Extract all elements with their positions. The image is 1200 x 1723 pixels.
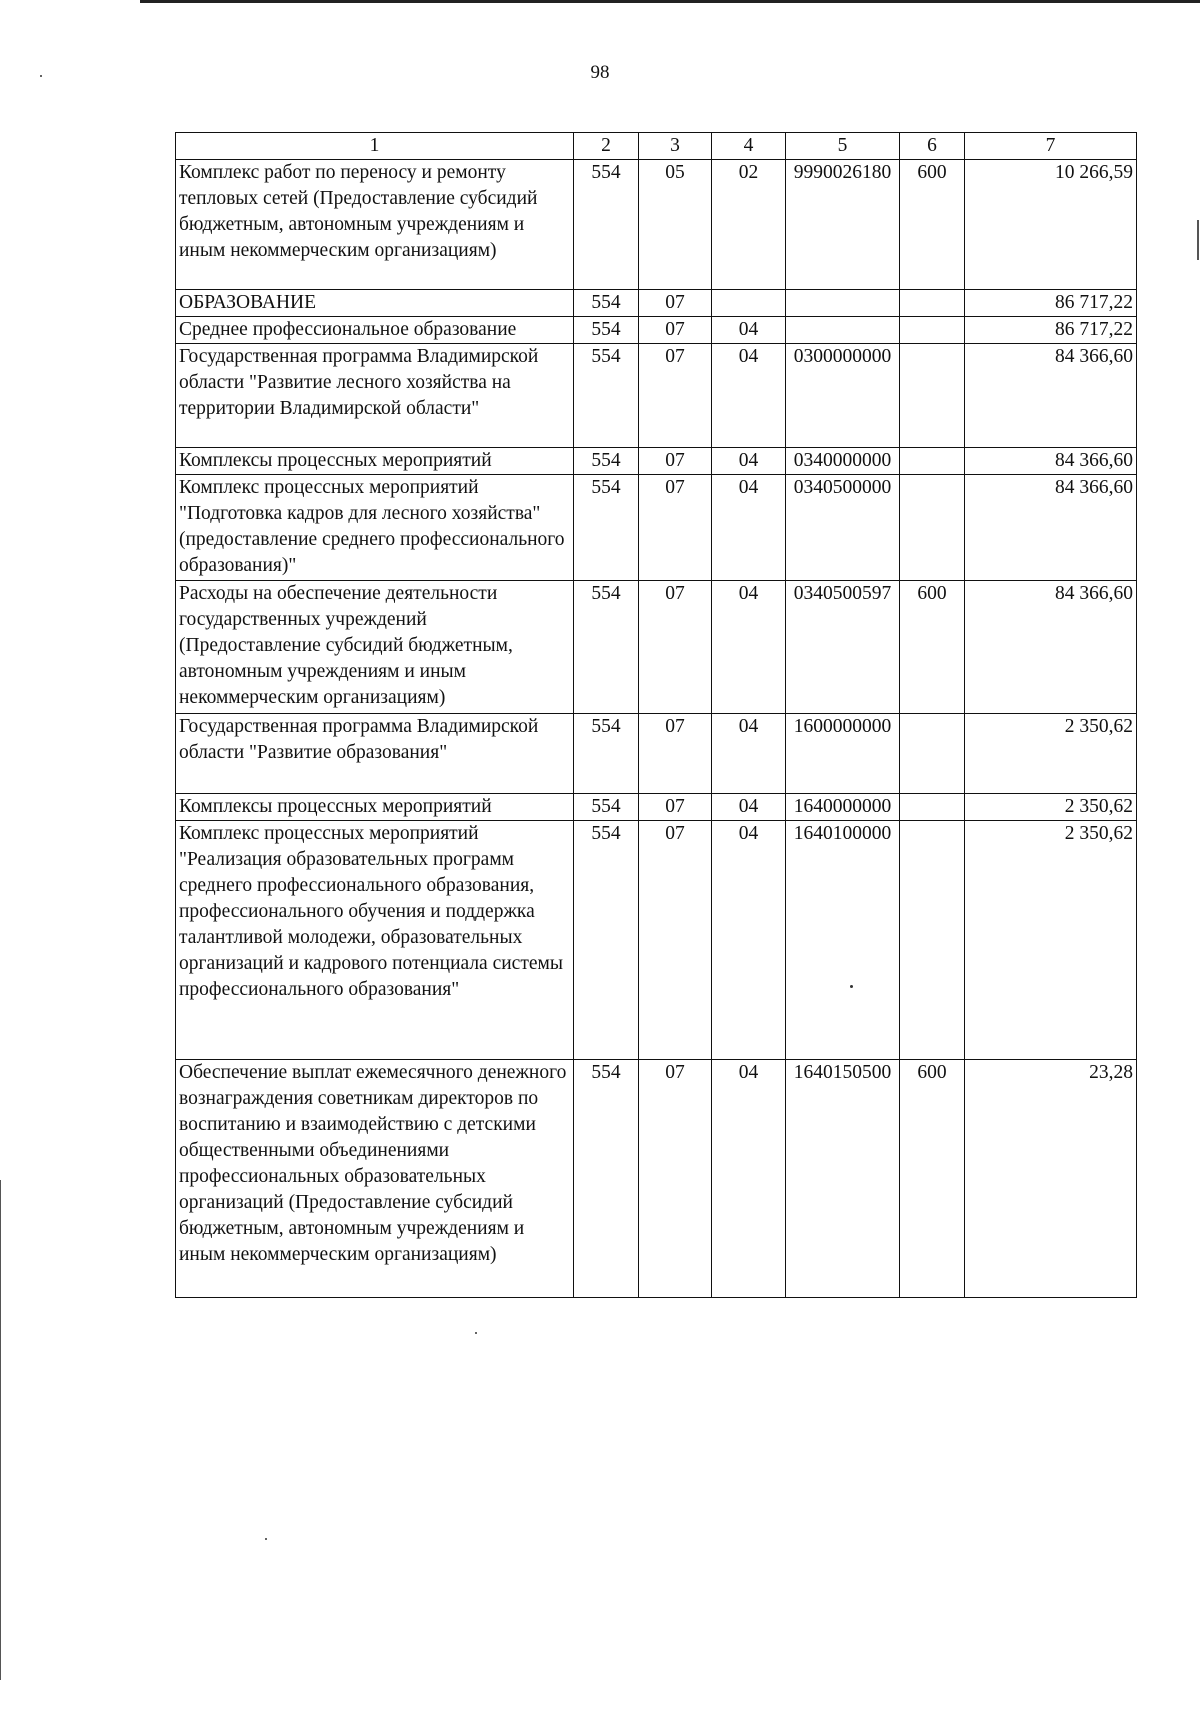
table-row bbox=[176, 1060, 1137, 1298]
header-col-3: 3 bbox=[639, 133, 712, 160]
row-name: Расходы на обеспечение деятельности государственных учреждений (Предоставление субсидий бюджетным, автономным учреждениям и иным некоммерческим организациям) bbox=[176, 581, 574, 714]
row-name: Комплекс работ по переносу и ремонту тепловых сетей (Предоставление субсидий бюджетным, автономным учреждениям и иным некоммерческим организациям) bbox=[176, 160, 574, 290]
header-col-6: 6 bbox=[900, 133, 965, 160]
scan-speck bbox=[475, 1332, 477, 1334]
scan-speck bbox=[850, 985, 853, 988]
row-csr: 1640000000 bbox=[786, 794, 900, 821]
row-csr: 1600000000 bbox=[786, 714, 900, 794]
row-pr: 04 bbox=[712, 475, 786, 581]
row-pr: 04 bbox=[712, 714, 786, 794]
row-grbs: 554 bbox=[574, 448, 639, 475]
row-name: Комплекс процессных мероприятий "Реализация образовательных программ среднего профессионального образования, профессионального обучения и поддержка талантливой молодежи, образовательных организаций и кадрового потенциала системы профессионального образования" bbox=[176, 821, 574, 1060]
row-rz: 07 bbox=[639, 1060, 712, 1298]
row-grbs: 554 bbox=[574, 317, 639, 344]
row-csr: 0340500597 bbox=[786, 581, 900, 714]
page-number: 98 bbox=[590, 62, 610, 83]
row-pr: 04 bbox=[712, 448, 786, 475]
row-sum: 84 366,60 bbox=[965, 448, 1137, 475]
row-pr: 04 bbox=[712, 794, 786, 821]
row-pr: 04 bbox=[712, 1060, 786, 1298]
row-grbs: 554 bbox=[574, 794, 639, 821]
row-csr: 9990026180 bbox=[786, 160, 900, 290]
row-vr bbox=[900, 714, 965, 794]
row-sum: 2 350,62 bbox=[965, 794, 1137, 821]
scan-speck bbox=[40, 75, 42, 77]
row-sum: 2 350,62 bbox=[965, 821, 1137, 1060]
table-row bbox=[176, 714, 1137, 794]
table-row bbox=[176, 448, 1137, 475]
row-grbs: 554 bbox=[574, 160, 639, 290]
row-sum: 86 717,22 bbox=[965, 290, 1137, 317]
row-vr bbox=[900, 821, 965, 1060]
scan-speck bbox=[265, 1538, 267, 1540]
row-name: Комплексы процессных мероприятий bbox=[176, 448, 574, 475]
row-rz: 07 bbox=[639, 794, 712, 821]
row-csr: 1640150500 bbox=[786, 1060, 900, 1298]
row-pr: 04 bbox=[712, 317, 786, 344]
row-vr: 600 bbox=[900, 1060, 965, 1298]
table-row bbox=[176, 317, 1137, 344]
scan-edge-mark bbox=[1197, 220, 1199, 260]
row-rz: 07 bbox=[639, 475, 712, 581]
row-rz: 07 bbox=[639, 344, 712, 448]
row-csr: 0300000000 bbox=[786, 344, 900, 448]
row-vr bbox=[900, 344, 965, 448]
header-col-7: 7 bbox=[965, 133, 1137, 160]
row-sum: 84 366,60 bbox=[965, 475, 1137, 581]
table-row bbox=[176, 344, 1137, 448]
row-grbs: 554 bbox=[574, 344, 639, 448]
row-sum: 10 266,59 bbox=[965, 160, 1137, 290]
top-scan-edge bbox=[140, 0, 1200, 3]
row-sum: 2 350,62 bbox=[965, 714, 1137, 794]
row-grbs: 554 bbox=[574, 821, 639, 1060]
table-row bbox=[176, 581, 1137, 714]
scan-edge-mark bbox=[0, 1180, 1, 1680]
row-grbs: 554 bbox=[574, 1060, 639, 1298]
row-pr: 04 bbox=[712, 344, 786, 448]
header-col-5: 5 bbox=[786, 133, 900, 160]
row-vr bbox=[900, 317, 965, 344]
row-vr bbox=[900, 794, 965, 821]
table-row bbox=[176, 160, 1137, 290]
header-col-2: 2 bbox=[574, 133, 639, 160]
row-sum: 84 366,60 bbox=[965, 344, 1137, 448]
header-col-1: 1 bbox=[176, 133, 574, 160]
row-pr: 02 bbox=[712, 160, 786, 290]
row-name: Среднее профессиональное образование bbox=[176, 317, 574, 344]
row-name: ОБРАЗОВАНИЕ bbox=[176, 290, 574, 317]
row-rz: 07 bbox=[639, 448, 712, 475]
row-vr bbox=[900, 475, 965, 581]
row-name: Комплексы процессных мероприятий bbox=[176, 794, 574, 821]
row-csr: 0340000000 bbox=[786, 448, 900, 475]
row-sum: 23,28 bbox=[965, 1060, 1137, 1298]
row-pr: 04 bbox=[712, 581, 786, 714]
table-row bbox=[176, 475, 1137, 581]
row-grbs: 554 bbox=[574, 290, 639, 317]
row-rz: 07 bbox=[639, 821, 712, 1060]
header-col-4: 4 bbox=[712, 133, 786, 160]
row-vr: 600 bbox=[900, 581, 965, 714]
row-csr: 1640100000 bbox=[786, 821, 900, 1060]
row-rz: 07 bbox=[639, 317, 712, 344]
table-row bbox=[176, 794, 1137, 821]
row-rz: 07 bbox=[639, 581, 712, 714]
row-vr bbox=[900, 290, 965, 317]
row-rz: 07 bbox=[639, 714, 712, 794]
row-csr bbox=[786, 290, 900, 317]
row-grbs: 554 bbox=[574, 714, 639, 794]
row-rz: 05 bbox=[639, 160, 712, 290]
row-sum: 86 717,22 bbox=[965, 317, 1137, 344]
row-vr: 600 bbox=[900, 160, 965, 290]
table-row bbox=[176, 290, 1137, 317]
row-name: Обеспечение выплат ежемесячного денежного вознаграждения советникам директоров по воспитанию и взаимодействию с детскими общественными объединениями профессиональных образовательных организаций (Предоставление субсидий бюджетным, автономным учреждениям и иным некоммерческим организациям) bbox=[176, 1060, 574, 1298]
row-csr: 0340500000 bbox=[786, 475, 900, 581]
row-grbs: 554 bbox=[574, 475, 639, 581]
row-pr bbox=[712, 290, 786, 317]
row-pr: 04 bbox=[712, 821, 786, 1060]
row-name: Государственная программа Владимирской области "Развитие лесного хозяйства на территории Владимирской области" bbox=[176, 344, 574, 448]
row-grbs: 554 bbox=[574, 581, 639, 714]
table-header-row bbox=[176, 133, 1137, 160]
budget-table bbox=[175, 132, 1137, 1298]
row-sum: 84 366,60 bbox=[965, 581, 1137, 714]
row-vr bbox=[900, 448, 965, 475]
row-csr bbox=[786, 317, 900, 344]
row-rz: 07 bbox=[639, 290, 712, 317]
row-name: Комплекс процессных мероприятий "Подготовка кадров для лесного хозяйства" (предоставление среднего профессионального образования)" bbox=[176, 475, 574, 581]
row-name: Государственная программа Владимирской области "Развитие образования" bbox=[176, 714, 574, 794]
table-row bbox=[176, 821, 1137, 1060]
